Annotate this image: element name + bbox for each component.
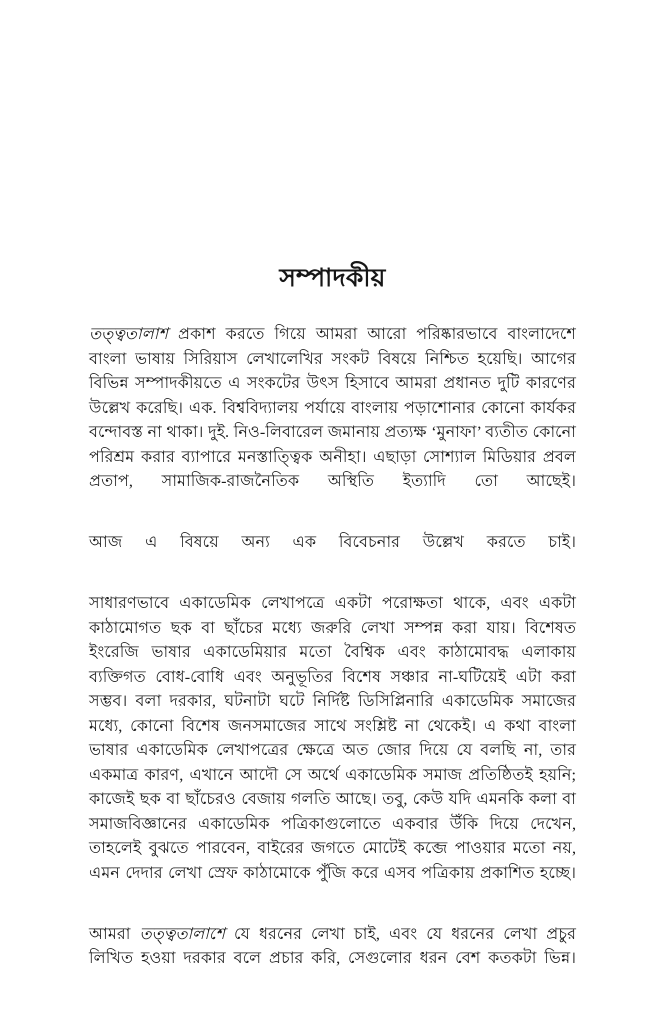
paragraph-4 — [89, 922, 576, 996]
paragraph-1 — [89, 322, 576, 518]
paragraph-1-text: প্রকাশ করতে গিয়ে আমরা আরো পরিষ্কারভাবে বাংলাদেশে বাংলা ভাষায় সিরিয়াস লেখালেখির সংকট বিষয়ে নিশ্চিত হয়েছি। আগের বিভিন্ন সম্পাদকীয়তে এ সংকটের উৎস হিসাবে আমরা প্রধানত দুটি কারণের উল্লেখ করেছি। এক. বিশ্ববিদ্যালয় পর্যায়ে বাংলায় পড়াশোনার কোনো কার্যকর বন্দোবস্ত না থাকা। দুই. নিও-লিবারেল জমানায় প্রত্যক্ষ ‘মুনাফা’ ব্যতীত কোনো পরিশ্রম করার ব্যাপারে মনস্তাত্ত্বিক অনীহা। এছাড়া সোশ্যাল মিডিয়ার প্রবল প্রতাপ, সামাজিক-রাজনৈতিক অস্থিতি ইত্যাদি তো আছেই। — [89, 325, 576, 490]
paragraph-4-lead: আমরা — [89, 924, 140, 943]
paragraph-4-text: যে ধরনের লেখা চাই, এবং যে ধরনের লেখা প্রচুর লিখিত হওয়া দরকার বলে প্রচার করি, সেগুলোর ধরন বেশ কতকটা ভিন্ন। — [89, 924, 576, 967]
journal-name-italic-2: তত্ত্বতালাশে — [139, 924, 225, 943]
paragraph-3-text: সাধারণভাবে একাডেমিক লেখাপত্রে একটা পরোক্ষতা থাকে, এবং একটা কাঠামোগত ছক বা ছাঁচের মধ্যে জরুরি লেখা সম্পন্ন করা যায়। বিশেষত ইংরেজি ভাষার একাডেমিয়ার মতো বৈশ্বিক এবং কাঠামোবদ্ধ এলাকায় ব্যক্তিগত বোধ-বোধি এবং অনুভূতির বিশেষ সঞ্চার না-ঘটিয়েই এটা করা সম্ভব। বলা দরকার, ঘটনাটা ঘটে নির্দিষ্ট ডিসিপ্লিনারি একাডেমিক সমাজের মধ্যে, কোনো বিশেষ জনসমাজের সাথে সংশ্লিষ্ট না থেকেই। এ কথা বাংলা ভাষার একাডেমিক লেখাপত্রের ক্ষেত্রে অত জোর দিয়ে যে বলছি না, তার একমাত্র কারণ, এখানে আদৌ সে অর্থে একাডেমিক সমাজ প্রতিষ্ঠিতই হয়নি; কাজেই ছক বা ছাঁচেরও বেজায় গলতি আছে। তবু, কেউ যদি এমনকি কলা বা সমাজবিজ্ঞানের একাডেমিক পত্রিকাগুলোতে একবার উঁকি দিয়ে দেখেন, তাহলেই বুঝতে পারবেন, বাইরের জগতে মোটেই কব্জে পাওয়ার মতো নয়, এমন দেদার লেখা স্রেফ কাঠামোকে পুঁজি করে এসব পত্রিকায় প্রকাশিত হচ্ছে। — [89, 594, 576, 882]
journal-name-italic: তত্ত্বতালাশ — [89, 325, 168, 343]
page-title: সম্পাদকীয় — [279, 265, 386, 292]
paragraph-3 — [89, 591, 576, 910]
page-content — [89, 262, 576, 995]
paragraph-2-text: আজ এ বিষয়ে অন্য এক বিবেচনার উল্লেখ করতে চাই। — [89, 533, 576, 551]
paragraph-2 — [89, 530, 576, 579]
